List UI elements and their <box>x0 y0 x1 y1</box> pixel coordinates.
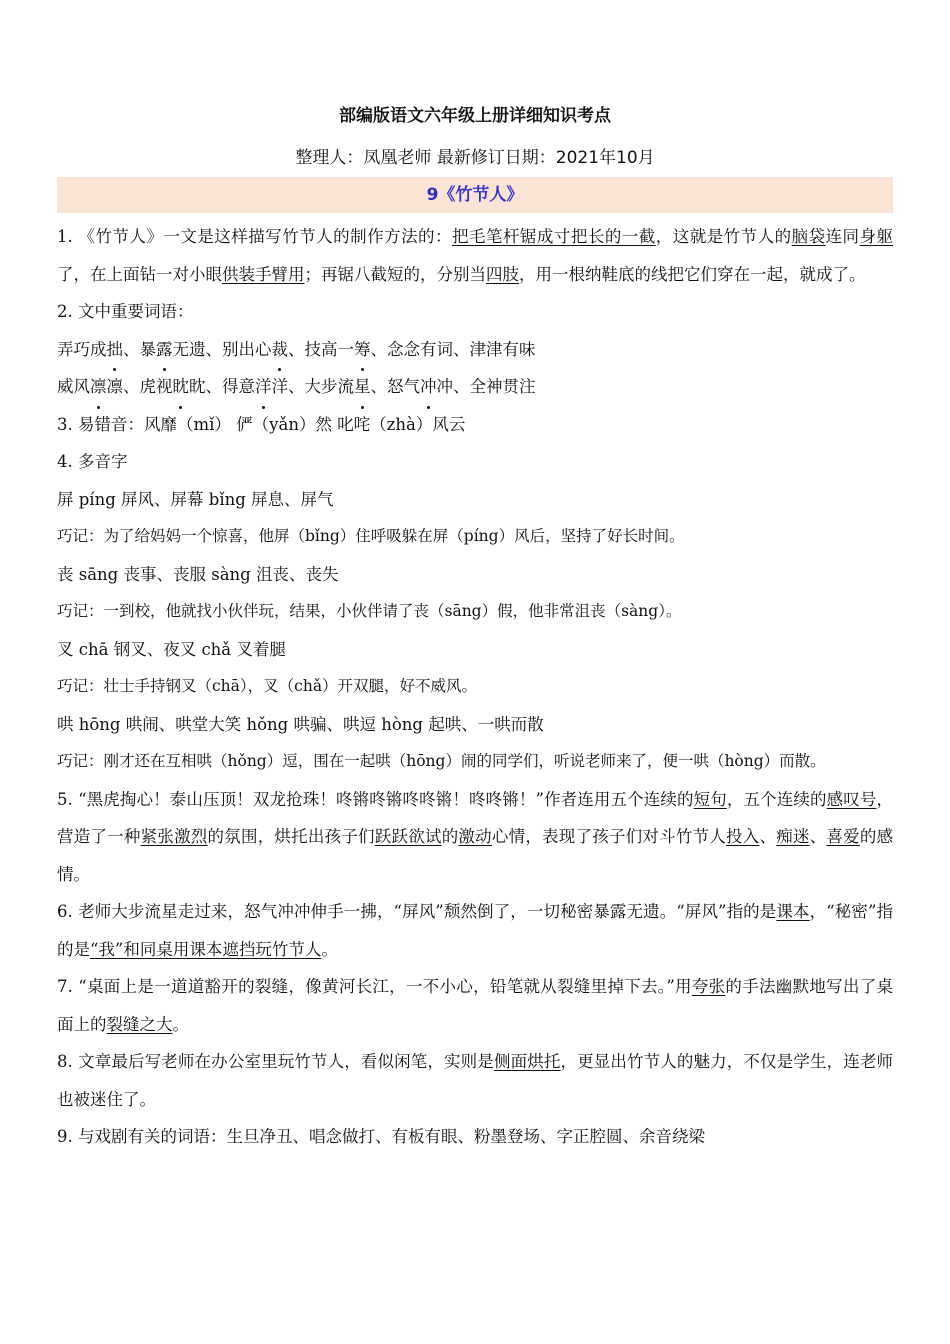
paragraph-2: 2. 文中重要词语： <box>57 302 194 321</box>
section-banner: 9《竹节人》 <box>57 177 893 213</box>
paragraph-1: 1. 《竹节人》一文是这样描写竹节人的制作方法的：把毛笔杆锯成寸把长的一截，这就是竹节人的脑袋连同身躯了，在上面钻一对小眼供装手臂用；再锯八截短的，分别当四肢，用一根纳鞋底的线把它们穿在一起，就成了。 <box>57 227 894 284</box>
paragraph-7: 7. “桌面上是一道道豁开的裂缝，像黄河长江，一不小心，铅笔就从裂缝里掉下去。”用夸张的手法幽默地写出了桌面上的裂缝之大。 <box>57 977 894 1034</box>
underlined-answer: 把毛笔杆锯成寸把长的一截 <box>452 227 656 246</box>
word-list-line-2: 威风凛凛、虎视眈眈、得意洋洋、大步流星、怒气冲冲、全神贯注 <box>57 368 893 406</box>
underlined-answer: 感叹号 <box>826 789 877 809</box>
dotted-char: 眈 <box>173 368 190 406</box>
underlined-answer: 供装手臂用 <box>222 264 305 284</box>
dotted-char: 星 <box>354 368 371 406</box>
page-subtitle: 整理人：凤凰老师 最新修订日期：2021年10月 <box>295 148 655 168</box>
dotted-char: 拙 <box>107 331 124 369</box>
underlined-answer: 课本 <box>776 902 810 921</box>
dotted-char: 洋 <box>255 368 272 406</box>
page-title: 部编版语文六年级上册详细知识考点 <box>339 106 611 126</box>
mnemonic-cha: 巧记：壮士手持钢叉（chā），叉（chǎ）开双腿，好不威风。 <box>57 677 478 695</box>
underlined-answer: 跃跃欲试 <box>374 827 442 846</box>
underlined-answer: 裂缝之大 <box>106 1014 173 1034</box>
paragraph-9: 9. 与戏剧有关的词语：生旦净丑、唱念做打、有板有眼、粉墨登场、字正腔圆、余音绕梁 <box>57 1127 705 1146</box>
dotted-char: 凛 <box>90 368 107 406</box>
mnemonic-sang: 巧记：一到校，他就找小伙伴玩，结果，小伙伴请了丧（sāng）假，他非常沮丧（sàng）。 <box>57 602 682 620</box>
underlined-answer: 投入 <box>726 827 760 846</box>
underlined-answer: 短句 <box>693 789 727 809</box>
document-body <box>57 218 893 1156</box>
underlined-answer: 身躯 <box>859 227 894 246</box>
mnemonic-ping: 巧记：为了给妈妈一个惊喜，他屏（bǐng）住呼吸躲在屏（píng）风后，坚持了好长时间。 <box>57 527 685 545</box>
underlined-answer: “我”和同桌用课本遮挡玩竹节人 <box>90 939 322 959</box>
underlined-answer: 脑袋 <box>791 227 826 246</box>
underlined-answer: 喜爱 <box>826 827 860 846</box>
paragraph-6: 6. 老师大步流星走过来，怒气冲冲伸手一拂，“屏风”颓然倒了，一切秘密暴露无遗。“屏风”指的是课本，“秘密”指的是“我”和同桌用课本遮挡玩竹节人。 <box>57 902 894 959</box>
dotted-char: 冲 <box>420 368 437 406</box>
dotted-char: 露 <box>156 331 173 369</box>
mnemonic-hong: 巧记：刚才还在互相哄（hǒng）逗，围在一起哄（hōng）闹的同学们，听说老师来了，便一哄（hòng）而散。 <box>57 752 826 770</box>
dotted-char: 裁 <box>272 331 289 369</box>
paragraph-3: 3. 易错音：风靡（mǐ） 俨（yǎn）然 叱咤（zhà）风云 <box>57 414 466 434</box>
paragraph-8: 8. 文章最后写老师在办公室里玩竹节人，看似闲笔，实则是侧面烘托，更显出竹节人的魅力，不仅是学生，连老师也被迷住了。 <box>57 1052 893 1109</box>
word-list-line-1: 弄巧成拙、暴露无遗、别出心裁、技高一筹、念念有词、津津有味 <box>57 331 893 369</box>
polyphone-cha: 叉 chā 钢叉、夜叉 chǎ 叉着腿 <box>57 639 286 659</box>
dotted-char: 筹 <box>354 331 371 369</box>
underlined-answer: 侧面烘托 <box>493 1052 561 1071</box>
paragraph-4: 4. 多音字 <box>57 452 128 471</box>
underlined-answer: 痴迷 <box>776 827 810 846</box>
paragraph-5: 5. “黑虎掏心！泰山压顶！双龙抢珠！咚锵咚锵咚咚锵！咚咚锵！”作者连用五个连续的短句，五个连续的感叹号，营造了一种紧张激烈的氛围，烘托出孩子们跃跃欲试的激动心情，表现了孩子们对斗竹节人投入、痴迷、喜爱的感情。 <box>57 789 894 884</box>
polyphone-hong: 哄 hōng 哄闹、哄堂大笑 hǒng 哄骗、哄逗 hòng 起哄、一哄而散 <box>57 714 544 734</box>
underlined-answer: 激动 <box>458 827 492 846</box>
underlined-answer: 紧张激烈 <box>140 827 208 846</box>
polyphone-sang: 丧 sāng 丧事、丧服 sàng 沮丧、丧失 <box>57 564 339 584</box>
polyphone-ping: 屏 píng 屏风、屏幕 bǐng 屏息、屏气 <box>57 489 334 509</box>
underlined-answer: 夸张 <box>691 977 726 996</box>
underlined-answer: 四肢 <box>486 264 519 284</box>
